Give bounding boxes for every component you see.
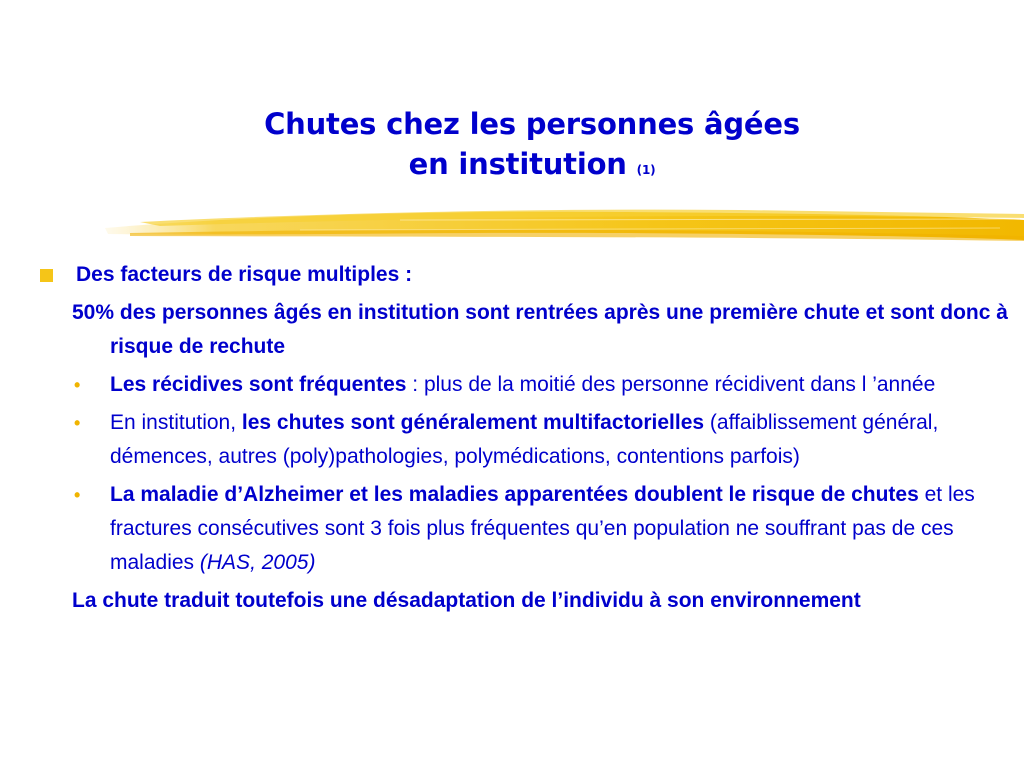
bullet-recidives-rest: : plus de la moitié des personne récidivent dans l ’année bbox=[406, 373, 936, 396]
bullet-alzheimer-bold: La maladie d’Alzheimer et les maladies apparentées doublent le risque de chutes bbox=[110, 483, 919, 506]
paragraph-conclusion-text: La chute traduit toutefois une désadaptation de l’individu à son environnement bbox=[72, 589, 861, 612]
bullet-institution-rest: (affaiblissement général, démences, autres (poly)pathologies, polymédications, contentions parfois) bbox=[110, 411, 939, 468]
paragraph-conclusion bbox=[0, 584, 1024, 618]
paragraph-first-fall bbox=[0, 296, 1024, 364]
title-footnote: (1) bbox=[636, 163, 656, 177]
bullet-alzheimer bbox=[0, 478, 1024, 580]
bullet-institution bbox=[0, 406, 1024, 474]
bullet-recidives bbox=[0, 368, 1024, 402]
bullet-alzheimer-rest: et les fractures consécutives sont 3 fois plus fréquentes qu’en population ne souffrant pas de ces maladies bbox=[110, 483, 975, 574]
title-line-2-text: en institution bbox=[408, 147, 627, 181]
bullet-alzheimer-citation: (HAS, 2005) bbox=[199, 551, 316, 574]
title-line-2 bbox=[0, 144, 1024, 190]
slide-title bbox=[0, 104, 1024, 190]
slide-body bbox=[0, 258, 1024, 618]
yellow-dot-bullet-icon: • bbox=[74, 413, 81, 433]
brush-stroke-divider bbox=[100, 200, 1024, 248]
bullet-recidives-bold: Les récidives sont fréquentes bbox=[110, 373, 407, 396]
title-line-1: Chutes chez les personnes âgées bbox=[264, 107, 800, 141]
yellow-dot-bullet-icon: • bbox=[74, 485, 81, 505]
yellow-dot-bullet-icon: • bbox=[74, 375, 81, 395]
yellow-square-bullet-icon bbox=[40, 269, 53, 282]
heading-row bbox=[0, 258, 1024, 292]
bullet-institution-pre: En institution, bbox=[110, 411, 242, 434]
paragraph-first-fall-text: 50% des personnes âgés en institution sont rentrées après une première chute et sont donc à risque de rechute bbox=[72, 301, 1008, 358]
heading-text: Des facteurs de risque multiples : bbox=[76, 263, 413, 286]
bullet-institution-bold: les chutes sont généralement multifactorielles bbox=[241, 411, 705, 434]
